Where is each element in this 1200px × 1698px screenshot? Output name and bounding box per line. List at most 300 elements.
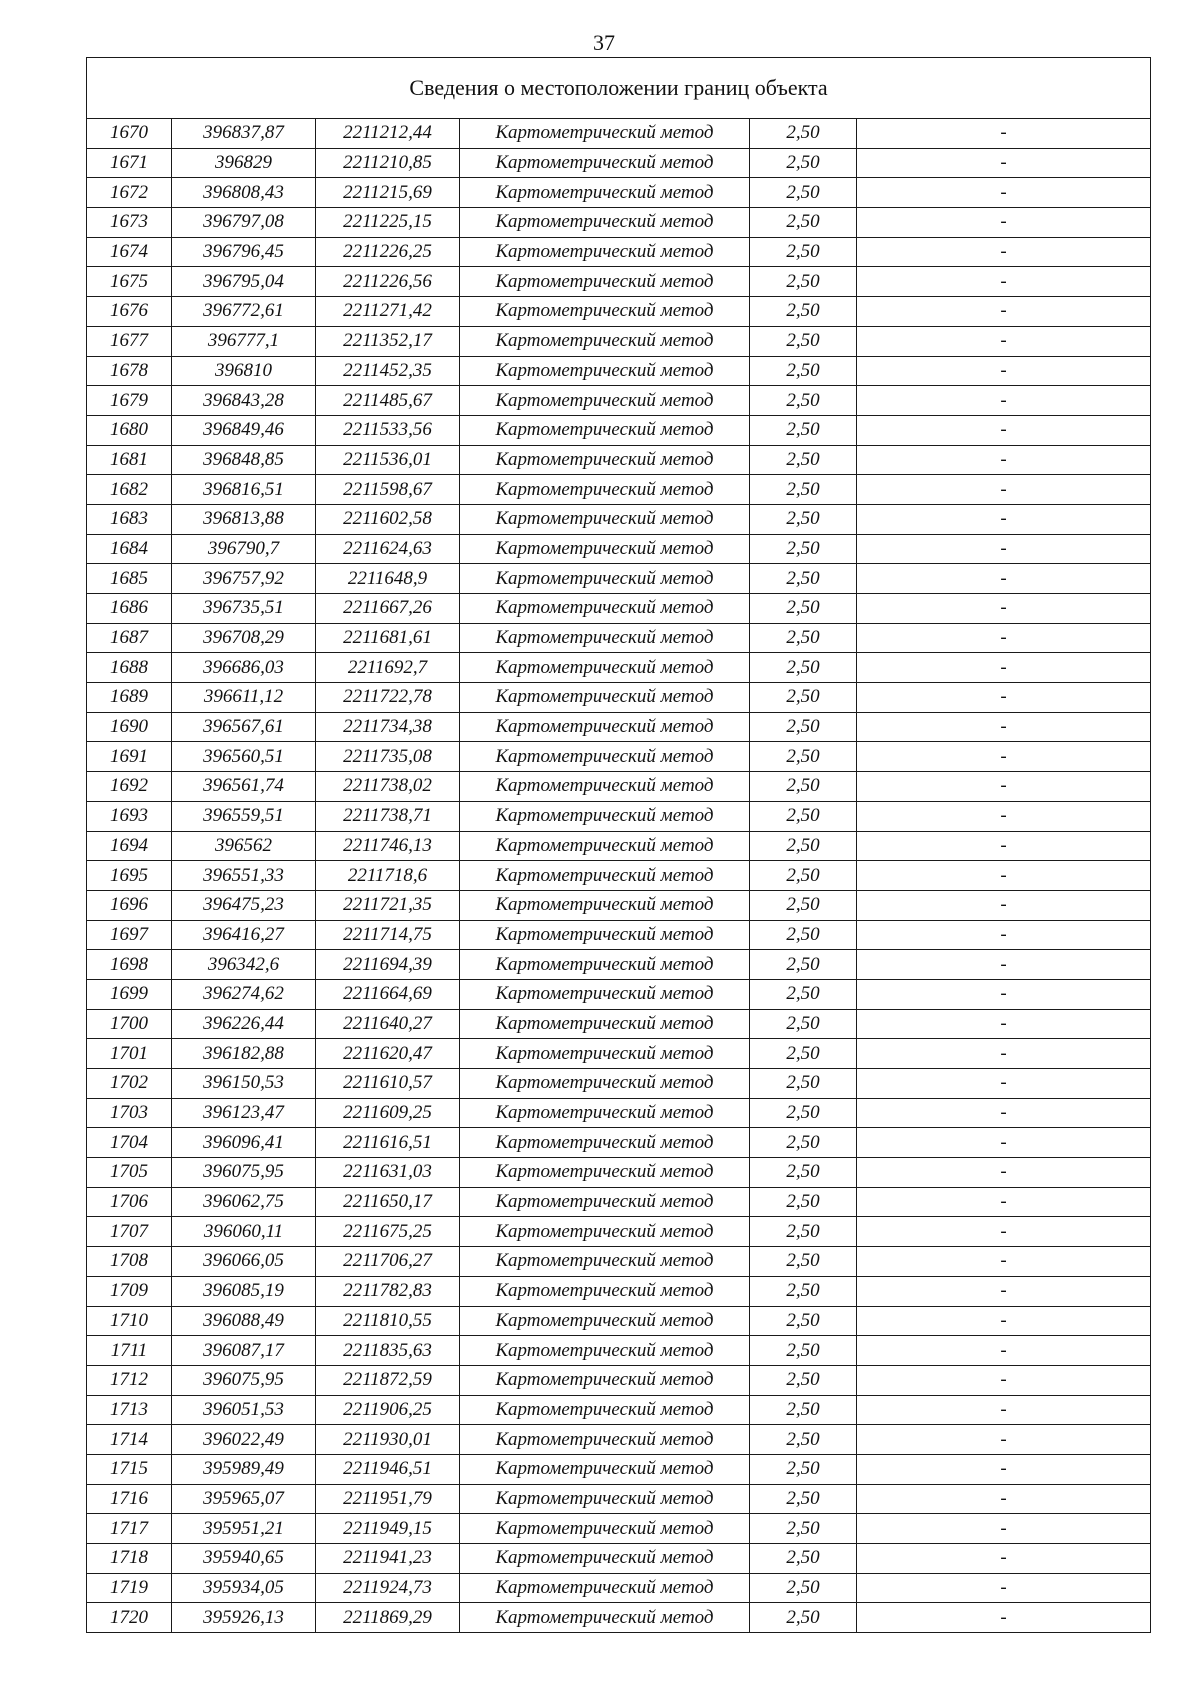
precision-cell: 2,50	[750, 386, 857, 416]
precision-cell: 2,50	[750, 1128, 857, 1158]
description-cell: -	[857, 534, 1151, 564]
point-number-cell: 1706	[87, 1187, 172, 1217]
precision-cell: 2,50	[750, 742, 857, 772]
table-row	[87, 178, 1151, 208]
point-number-cell: 1705	[87, 1158, 172, 1188]
y-coordinate-cell: 2211835,63	[316, 1336, 460, 1366]
method-cell: Картометрический метод	[460, 326, 750, 356]
y-coordinate-cell: 2211906,25	[316, 1395, 460, 1425]
table-row	[87, 920, 1151, 950]
method-cell: Картометрический метод	[460, 208, 750, 238]
point-number-cell: 1700	[87, 1009, 172, 1039]
description-cell: -	[857, 504, 1151, 534]
method-cell: Картометрический метод	[460, 564, 750, 594]
point-number-cell: 1676	[87, 297, 172, 327]
x-coordinate-cell: 396686,03	[172, 653, 316, 683]
precision-cell: 2,50	[750, 979, 857, 1009]
y-coordinate-cell: 2211664,69	[316, 979, 460, 1009]
y-coordinate-cell: 2211872,59	[316, 1365, 460, 1395]
x-coordinate-cell: 396611,12	[172, 683, 316, 713]
table-row	[87, 950, 1151, 980]
x-coordinate-cell: 396837,87	[172, 119, 316, 149]
precision-cell: 2,50	[750, 801, 857, 831]
table-row	[87, 1276, 1151, 1306]
x-coordinate-cell: 396559,51	[172, 801, 316, 831]
y-coordinate-cell: 2211602,58	[316, 504, 460, 534]
table-row	[87, 861, 1151, 891]
table-row	[87, 772, 1151, 802]
point-number-cell: 1684	[87, 534, 172, 564]
point-number-cell: 1703	[87, 1098, 172, 1128]
y-coordinate-cell: 2211722,78	[316, 683, 460, 713]
point-number-cell: 1691	[87, 742, 172, 772]
description-cell: -	[857, 890, 1151, 920]
point-number-cell: 1688	[87, 653, 172, 683]
precision-cell: 2,50	[750, 1098, 857, 1128]
method-cell: Картометрический метод	[460, 1395, 750, 1425]
table-row	[87, 1187, 1151, 1217]
table-row	[87, 1544, 1151, 1574]
x-coordinate-cell: 396813,88	[172, 504, 316, 534]
method-cell: Картометрический метод	[460, 890, 750, 920]
y-coordinate-cell: 2211536,01	[316, 445, 460, 475]
precision-cell: 2,50	[750, 326, 857, 356]
precision-cell: 2,50	[750, 534, 857, 564]
y-coordinate-cell: 2211734,38	[316, 712, 460, 742]
y-coordinate-cell: 2211215,69	[316, 178, 460, 208]
table-row	[87, 1098, 1151, 1128]
x-coordinate-cell: 396796,45	[172, 237, 316, 267]
x-coordinate-cell: 396849,46	[172, 415, 316, 445]
method-cell: Картометрический метод	[460, 683, 750, 713]
precision-cell: 2,50	[750, 208, 857, 238]
description-cell: -	[857, 772, 1151, 802]
table-row	[87, 208, 1151, 238]
precision-cell: 2,50	[750, 920, 857, 950]
point-number-cell: 1701	[87, 1039, 172, 1069]
precision-cell: 2,50	[750, 1039, 857, 1069]
point-number-cell: 1679	[87, 386, 172, 416]
description-cell: -	[857, 326, 1151, 356]
method-cell: Картометрический метод	[460, 178, 750, 208]
point-number-cell: 1675	[87, 267, 172, 297]
precision-cell: 2,50	[750, 1158, 857, 1188]
y-coordinate-cell: 2211533,56	[316, 415, 460, 445]
point-number-cell: 1719	[87, 1573, 172, 1603]
table-row	[87, 1247, 1151, 1277]
point-number-cell: 1718	[87, 1544, 172, 1574]
y-coordinate-cell: 2211946,51	[316, 1454, 460, 1484]
y-coordinate-cell: 2211650,17	[316, 1187, 460, 1217]
x-coordinate-cell: 396810	[172, 356, 316, 386]
table-row	[87, 119, 1151, 149]
y-coordinate-cell: 2211352,17	[316, 326, 460, 356]
description-cell: -	[857, 1514, 1151, 1544]
point-number-cell: 1674	[87, 237, 172, 267]
y-coordinate-cell: 2211924,73	[316, 1573, 460, 1603]
description-cell: -	[857, 445, 1151, 475]
table-row	[87, 415, 1151, 445]
precision-cell: 2,50	[750, 1425, 857, 1455]
precision-cell: 2,50	[750, 861, 857, 891]
table-row	[87, 1128, 1151, 1158]
y-coordinate-cell: 2211738,02	[316, 772, 460, 802]
x-coordinate-cell: 396226,44	[172, 1009, 316, 1039]
point-number-cell: 1694	[87, 831, 172, 861]
point-number-cell: 1672	[87, 178, 172, 208]
description-cell: -	[857, 831, 1151, 861]
table-row	[87, 1573, 1151, 1603]
point-number-cell: 1716	[87, 1484, 172, 1514]
method-cell: Картометрический метод	[460, 297, 750, 327]
y-coordinate-cell: 2211640,27	[316, 1009, 460, 1039]
method-cell: Картометрический метод	[460, 801, 750, 831]
y-coordinate-cell: 2211610,57	[316, 1069, 460, 1099]
description-cell: -	[857, 1395, 1151, 1425]
description-cell: -	[857, 564, 1151, 594]
point-number-cell: 1708	[87, 1247, 172, 1277]
precision-cell: 2,50	[750, 267, 857, 297]
method-cell: Картометрический метод	[460, 950, 750, 980]
description-cell: -	[857, 1039, 1151, 1069]
point-number-cell: 1671	[87, 148, 172, 178]
description-cell: -	[857, 920, 1151, 950]
x-coordinate-cell: 396795,04	[172, 267, 316, 297]
description-cell: -	[857, 594, 1151, 624]
point-number-cell: 1678	[87, 356, 172, 386]
precision-cell: 2,50	[750, 1247, 857, 1277]
y-coordinate-cell: 2211212,44	[316, 119, 460, 149]
x-coordinate-cell: 395926,13	[172, 1603, 316, 1633]
method-cell: Картометрический метод	[460, 1009, 750, 1039]
table-row	[87, 1009, 1151, 1039]
y-coordinate-cell: 2211648,9	[316, 564, 460, 594]
table-row	[87, 890, 1151, 920]
x-coordinate-cell: 395940,65	[172, 1544, 316, 1574]
precision-cell: 2,50	[750, 772, 857, 802]
y-coordinate-cell: 2211738,71	[316, 801, 460, 831]
table-row	[87, 564, 1151, 594]
description-cell: -	[857, 1573, 1151, 1603]
method-cell: Картометрический метод	[460, 1306, 750, 1336]
x-coordinate-cell: 396808,43	[172, 178, 316, 208]
point-number-cell: 1696	[87, 890, 172, 920]
description-cell: -	[857, 1158, 1151, 1188]
x-coordinate-cell: 396735,51	[172, 594, 316, 624]
x-coordinate-cell: 396342,6	[172, 950, 316, 980]
description-cell: -	[857, 1276, 1151, 1306]
x-coordinate-cell: 396066,05	[172, 1247, 316, 1277]
method-cell: Картометрический метод	[460, 1573, 750, 1603]
x-coordinate-cell: 396790,7	[172, 534, 316, 564]
description-cell: -	[857, 1484, 1151, 1514]
table-row	[87, 1484, 1151, 1514]
method-cell: Картометрический метод	[460, 356, 750, 386]
y-coordinate-cell: 2211675,25	[316, 1217, 460, 1247]
method-cell: Картометрический метод	[460, 920, 750, 950]
precision-cell: 2,50	[750, 297, 857, 327]
table-title: Сведения о местоположении границ объекта	[87, 58, 1151, 119]
table-row	[87, 712, 1151, 742]
point-number-cell: 1707	[87, 1217, 172, 1247]
precision-cell: 2,50	[750, 1306, 857, 1336]
method-cell: Картометрический метод	[460, 1158, 750, 1188]
table-row	[87, 1425, 1151, 1455]
description-cell: -	[857, 861, 1151, 891]
method-cell: Картометрический метод	[460, 1514, 750, 1544]
method-cell: Картометрический метод	[460, 1276, 750, 1306]
x-coordinate-cell: 396708,29	[172, 623, 316, 653]
precision-cell: 2,50	[750, 1336, 857, 1366]
y-coordinate-cell: 2211226,56	[316, 267, 460, 297]
method-cell: Картометрический метод	[460, 594, 750, 624]
description-cell: -	[857, 712, 1151, 742]
method-cell: Картометрический метод	[460, 1603, 750, 1633]
method-cell: Картометрический метод	[460, 1484, 750, 1514]
method-cell: Картометрический метод	[460, 979, 750, 1009]
point-number-cell: 1715	[87, 1454, 172, 1484]
x-coordinate-cell: 396123,47	[172, 1098, 316, 1128]
description-cell: -	[857, 1544, 1151, 1574]
precision-cell: 2,50	[750, 712, 857, 742]
point-number-cell: 1698	[87, 950, 172, 980]
y-coordinate-cell: 2211714,75	[316, 920, 460, 950]
y-coordinate-cell: 2211721,35	[316, 890, 460, 920]
method-cell: Картометрический метод	[460, 534, 750, 564]
x-coordinate-cell: 396829	[172, 148, 316, 178]
precision-cell: 2,50	[750, 475, 857, 505]
description-cell: -	[857, 1247, 1151, 1277]
x-coordinate-cell: 396022,49	[172, 1425, 316, 1455]
x-coordinate-cell: 396075,95	[172, 1158, 316, 1188]
table-row	[87, 831, 1151, 861]
description-cell: -	[857, 801, 1151, 831]
description-cell: -	[857, 1425, 1151, 1455]
method-cell: Картометрический метод	[460, 1454, 750, 1484]
point-number-cell: 1699	[87, 979, 172, 1009]
precision-cell: 2,50	[750, 445, 857, 475]
precision-cell: 2,50	[750, 1603, 857, 1633]
table-row	[87, 653, 1151, 683]
method-cell: Картометрический метод	[460, 1187, 750, 1217]
y-coordinate-cell: 2211949,15	[316, 1514, 460, 1544]
table-row	[87, 475, 1151, 505]
precision-cell: 2,50	[750, 1217, 857, 1247]
precision-cell: 2,50	[750, 1454, 857, 1484]
y-coordinate-cell: 2211667,26	[316, 594, 460, 624]
x-coordinate-cell: 396848,85	[172, 445, 316, 475]
description-cell: -	[857, 1365, 1151, 1395]
method-cell: Картометрический метод	[460, 119, 750, 149]
precision-cell: 2,50	[750, 564, 857, 594]
boundary-coordinates-table	[86, 57, 1151, 1633]
method-cell: Картометрический метод	[460, 1247, 750, 1277]
x-coordinate-cell: 396567,61	[172, 712, 316, 742]
table-row	[87, 1039, 1151, 1069]
description-cell: -	[857, 950, 1151, 980]
precision-cell: 2,50	[750, 653, 857, 683]
table-row	[87, 148, 1151, 178]
description-cell: -	[857, 297, 1151, 327]
precision-cell: 2,50	[750, 831, 857, 861]
method-cell: Картометрический метод	[460, 861, 750, 891]
precision-cell: 2,50	[750, 890, 857, 920]
table-row	[87, 1603, 1151, 1633]
x-coordinate-cell: 396816,51	[172, 475, 316, 505]
description-cell: -	[857, 148, 1151, 178]
description-cell: -	[857, 178, 1151, 208]
method-cell: Картометрический метод	[460, 623, 750, 653]
table-row	[87, 801, 1151, 831]
point-number-cell: 1681	[87, 445, 172, 475]
description-cell: -	[857, 1128, 1151, 1158]
point-number-cell: 1682	[87, 475, 172, 505]
y-coordinate-cell: 2211631,03	[316, 1158, 460, 1188]
x-coordinate-cell: 395989,49	[172, 1454, 316, 1484]
y-coordinate-cell: 2211616,51	[316, 1128, 460, 1158]
x-coordinate-cell: 396757,92	[172, 564, 316, 594]
table-row	[87, 1395, 1151, 1425]
precision-cell: 2,50	[750, 950, 857, 980]
x-coordinate-cell: 396075,95	[172, 1365, 316, 1395]
point-number-cell: 1720	[87, 1603, 172, 1633]
table-row	[87, 683, 1151, 713]
point-number-cell: 1710	[87, 1306, 172, 1336]
precision-cell: 2,50	[750, 1365, 857, 1395]
description-cell: -	[857, 1217, 1151, 1247]
point-number-cell: 1689	[87, 683, 172, 713]
method-cell: Картометрический метод	[460, 445, 750, 475]
table-row	[87, 594, 1151, 624]
x-coordinate-cell: 396087,17	[172, 1336, 316, 1366]
y-coordinate-cell: 2211706,27	[316, 1247, 460, 1277]
y-coordinate-cell: 2211941,23	[316, 1544, 460, 1574]
x-coordinate-cell: 395934,05	[172, 1573, 316, 1603]
y-coordinate-cell: 2211735,08	[316, 742, 460, 772]
description-cell: -	[857, 683, 1151, 713]
description-cell: -	[857, 475, 1151, 505]
method-cell: Картометрический метод	[460, 653, 750, 683]
precision-cell: 2,50	[750, 119, 857, 149]
description-cell: -	[857, 1187, 1151, 1217]
page-number: 37	[593, 30, 615, 55]
method-cell: Картометрический метод	[460, 1365, 750, 1395]
table-row	[87, 1336, 1151, 1366]
method-cell: Картометрический метод	[460, 1217, 750, 1247]
x-coordinate-cell: 395965,07	[172, 1484, 316, 1514]
y-coordinate-cell: 2211869,29	[316, 1603, 460, 1633]
precision-cell: 2,50	[750, 1069, 857, 1099]
point-number-cell: 1712	[87, 1365, 172, 1395]
method-cell: Картометрический метод	[460, 772, 750, 802]
x-coordinate-cell: 396182,88	[172, 1039, 316, 1069]
table-row	[87, 1217, 1151, 1247]
method-cell: Картометрический метод	[460, 1098, 750, 1128]
point-number-cell: 1690	[87, 712, 172, 742]
description-cell: -	[857, 1454, 1151, 1484]
method-cell: Картометрический метод	[460, 237, 750, 267]
description-cell: -	[857, 1306, 1151, 1336]
description-cell: -	[857, 415, 1151, 445]
table-row	[87, 267, 1151, 297]
precision-cell: 2,50	[750, 1395, 857, 1425]
x-coordinate-cell: 396562	[172, 831, 316, 861]
table-row	[87, 1158, 1151, 1188]
y-coordinate-cell: 2211718,6	[316, 861, 460, 891]
description-cell: -	[857, 1336, 1151, 1366]
method-cell: Картометрический метод	[460, 1039, 750, 1069]
table-row	[87, 237, 1151, 267]
precision-cell: 2,50	[750, 1276, 857, 1306]
x-coordinate-cell: 396088,49	[172, 1306, 316, 1336]
description-cell: -	[857, 237, 1151, 267]
x-coordinate-cell: 396096,41	[172, 1128, 316, 1158]
description-cell: -	[857, 208, 1151, 238]
method-cell: Картометрический метод	[460, 386, 750, 416]
description-cell: -	[857, 386, 1151, 416]
y-coordinate-cell: 2211271,42	[316, 297, 460, 327]
x-coordinate-cell: 396551,33	[172, 861, 316, 891]
description-cell: -	[857, 356, 1151, 386]
table-row	[87, 1514, 1151, 1544]
point-number-cell: 1685	[87, 564, 172, 594]
description-cell: -	[857, 119, 1151, 149]
method-cell: Картометрический метод	[460, 1425, 750, 1455]
method-cell: Картометрический метод	[460, 712, 750, 742]
point-number-cell: 1677	[87, 326, 172, 356]
y-coordinate-cell: 2211225,15	[316, 208, 460, 238]
precision-cell: 2,50	[750, 623, 857, 653]
table-row	[87, 742, 1151, 772]
y-coordinate-cell: 2211681,61	[316, 623, 460, 653]
point-number-cell: 1670	[87, 119, 172, 149]
description-cell: -	[857, 1009, 1151, 1039]
description-cell: -	[857, 979, 1151, 1009]
precision-cell: 2,50	[750, 356, 857, 386]
point-number-cell: 1717	[87, 1514, 172, 1544]
x-coordinate-cell: 396150,53	[172, 1069, 316, 1099]
x-coordinate-cell: 396274,62	[172, 979, 316, 1009]
point-number-cell: 1713	[87, 1395, 172, 1425]
point-number-cell: 1687	[87, 623, 172, 653]
precision-cell: 2,50	[750, 178, 857, 208]
x-coordinate-cell: 396475,23	[172, 890, 316, 920]
table-row	[87, 297, 1151, 327]
method-cell: Картометрический метод	[460, 415, 750, 445]
x-coordinate-cell: 396843,28	[172, 386, 316, 416]
y-coordinate-cell: 2211692,7	[316, 653, 460, 683]
table-row	[87, 1365, 1151, 1395]
table-title-row	[87, 58, 1151, 119]
x-coordinate-cell: 396561,74	[172, 772, 316, 802]
y-coordinate-cell: 2211810,55	[316, 1306, 460, 1336]
point-number-cell: 1711	[87, 1336, 172, 1366]
point-number-cell: 1702	[87, 1069, 172, 1099]
y-coordinate-cell: 2211746,13	[316, 831, 460, 861]
precision-cell: 2,50	[750, 1514, 857, 1544]
y-coordinate-cell: 2211210,85	[316, 148, 460, 178]
precision-cell: 2,50	[750, 594, 857, 624]
precision-cell: 2,50	[750, 1484, 857, 1514]
description-cell: -	[857, 653, 1151, 683]
precision-cell: 2,50	[750, 1544, 857, 1574]
point-number-cell: 1693	[87, 801, 172, 831]
table-row	[87, 504, 1151, 534]
point-number-cell: 1697	[87, 920, 172, 950]
table-row	[87, 1454, 1151, 1484]
method-cell: Картометрический метод	[460, 148, 750, 178]
point-number-cell: 1704	[87, 1128, 172, 1158]
